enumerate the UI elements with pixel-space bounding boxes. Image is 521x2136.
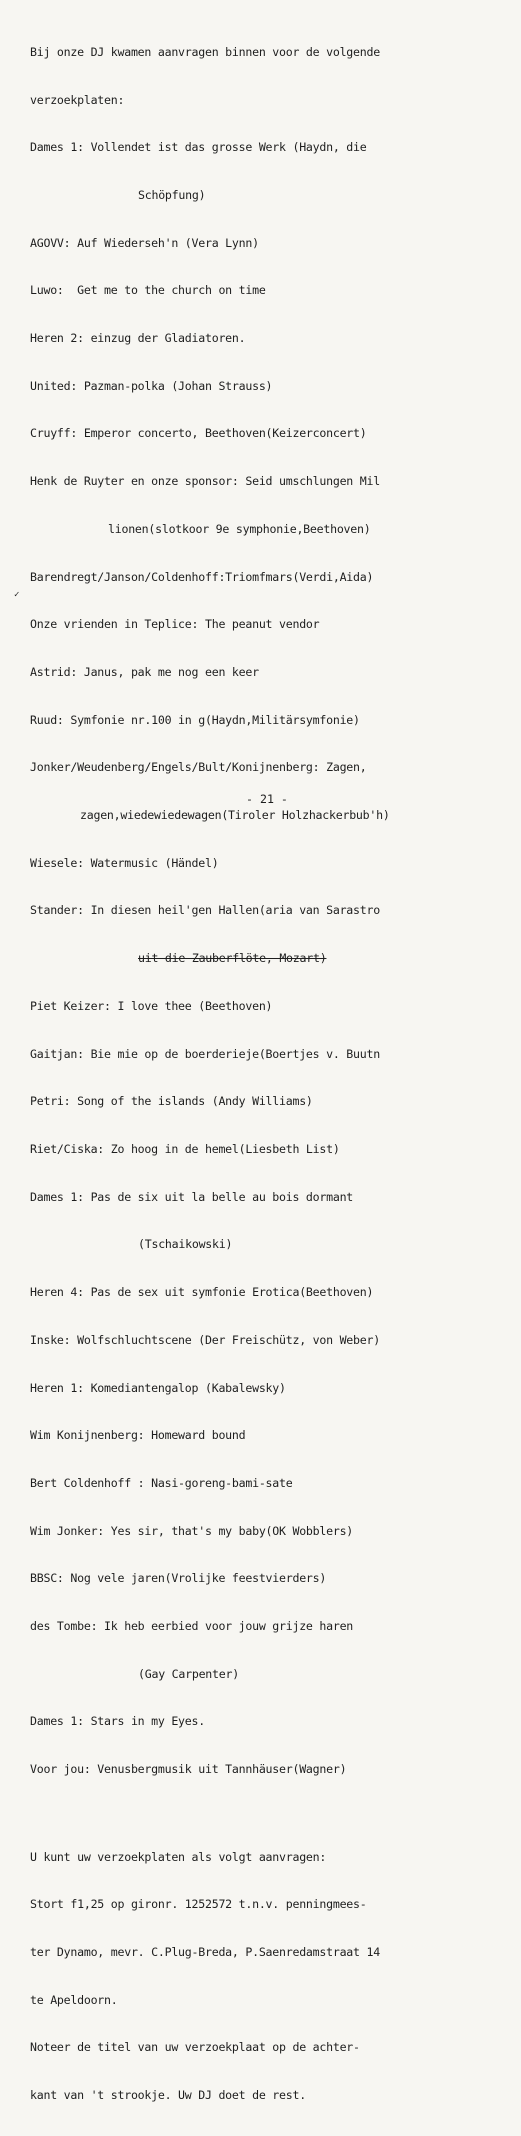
text-line: Wim Konijnenberg: Homeward bound	[30, 1428, 246, 1443]
text-line: Voor jou: Venusbergmusik uit Tannhäuser(Wagner)	[30, 1762, 347, 1777]
text-line: Piet Keizer: I love thee (Beethoven)	[30, 998, 273, 1013]
text-line: des Tombe: Ik heb eerbied voor jouw grijze haren	[30, 1619, 354, 1634]
text-line: Gaitjan: Bie mie op de boerderieje(Boertjes v. Buutn	[30, 1046, 380, 1061]
text-line: Barendregt/Janson/Coldenhoff:Triomfmars(Verdi,Aida)	[30, 569, 374, 584]
margin-mark-icon: ✓	[14, 590, 20, 600]
text-line: BBSC: Nog vele jaren(Vrolijke feestvierders)	[30, 1571, 327, 1586]
text-line: U kunt uw verzoekplaten als volgt aanvragen:	[30, 1849, 327, 1864]
text-line: verzoekplaten:	[30, 92, 125, 107]
text-line: ter Dynamo, mevr. C.Plug-Breda, P.Saenredamstraat 14	[30, 1945, 380, 1960]
text-line: Onze vrienden in Teplice: The peanut vendor	[30, 617, 320, 632]
text-line: Wiesele: Watermusic (Händel)	[30, 855, 219, 870]
text-line: Heren 4: Pas de sex uit symfonie Erotica(Beethoven)	[30, 1285, 374, 1300]
text-line: AGOVV: Auf Wiederseh'n (Vera Lynn)	[30, 235, 259, 250]
text-line: (Tschaikowski)	[138, 1237, 233, 1252]
text-line: uit die Zauberflöte, Mozart)	[138, 951, 327, 966]
text-line: Stort f1,25 op gironr. 1252572 t.n.v. penningmees-	[30, 1897, 367, 1912]
text-line: Riet/Ciska: Zo hoog in de hemel(Liesbeth List)	[30, 1141, 340, 1156]
text-line: Dames 1: Vollendet ist das grosse Werk (Haydn, die	[30, 140, 367, 155]
text-line: Stander: In diesen heil'gen Hallen(aria van Sarastro	[30, 903, 380, 918]
text-line: Astrid: Janus, pak me nog een keer	[30, 664, 259, 679]
text-line: Luwo: Get me to the church on time	[30, 283, 266, 298]
page-number: - 21 -	[246, 792, 288, 806]
text-line: United: Pazman-polka (Johan Strauss)	[30, 378, 273, 393]
text-line: Heren 2: einzug der Gladiatoren.	[30, 331, 246, 346]
text-line: te Apeldoorn.	[30, 1992, 118, 2007]
text-line: Dames 1: Pas de six uit la belle au bois dormant	[30, 1189, 354, 1204]
text-line: (Gay Carpenter)	[138, 1666, 239, 1681]
text-line: Heren 1: Komediantengalop (Kabalewsky)	[30, 1380, 286, 1395]
text-line: Petri: Song of the islands (Andy Williams)	[30, 1094, 313, 1109]
text-line: Dames 1: Stars in my Eyes.	[30, 1714, 205, 1729]
text-line: Cruyff: Emperor concerto, Beethoven(Keizerconcert)	[30, 426, 367, 441]
text-line: Noteer de titel van uw verzoekplaat op de achter-	[30, 2040, 360, 2055]
text-line: lionen(slotkoor 9e symphonie,Beethoven)	[108, 521, 371, 536]
text-line: Bert Coldenhoff : Nasi-goreng-bami-sate	[30, 1475, 293, 1490]
text-line: Ruud: Symfonie nr.100 in g(Haydn,Militärsymfonie)	[30, 712, 360, 727]
text-line: Inske: Wolfschluchtscene (Der Freischütz, von Weber)	[30, 1332, 380, 1347]
text-line: Jonker/Weudenberg/Engels/Bult/Konijnenberg: Zagen,	[30, 760, 367, 775]
text-line: kant van 't strookje. Uw DJ doet de rest.	[30, 2088, 306, 2103]
text-line: Bij onze DJ kwamen aanvragen binnen voor de volgende	[30, 44, 380, 59]
text-line: zagen,wiedewiedewagen(Tiroler Holzhackerbub'h)	[80, 808, 390, 823]
text-line: Wim Jonker: Yes sir, that's my baby(OK Wobblers)	[30, 1523, 354, 1538]
document-text	[30, 13, 390, 2136]
text-line: Schöpfung)	[138, 187, 206, 202]
text-line: Henk de Ruyter en onze sponsor: Seid umschlungen Mil	[30, 474, 380, 489]
